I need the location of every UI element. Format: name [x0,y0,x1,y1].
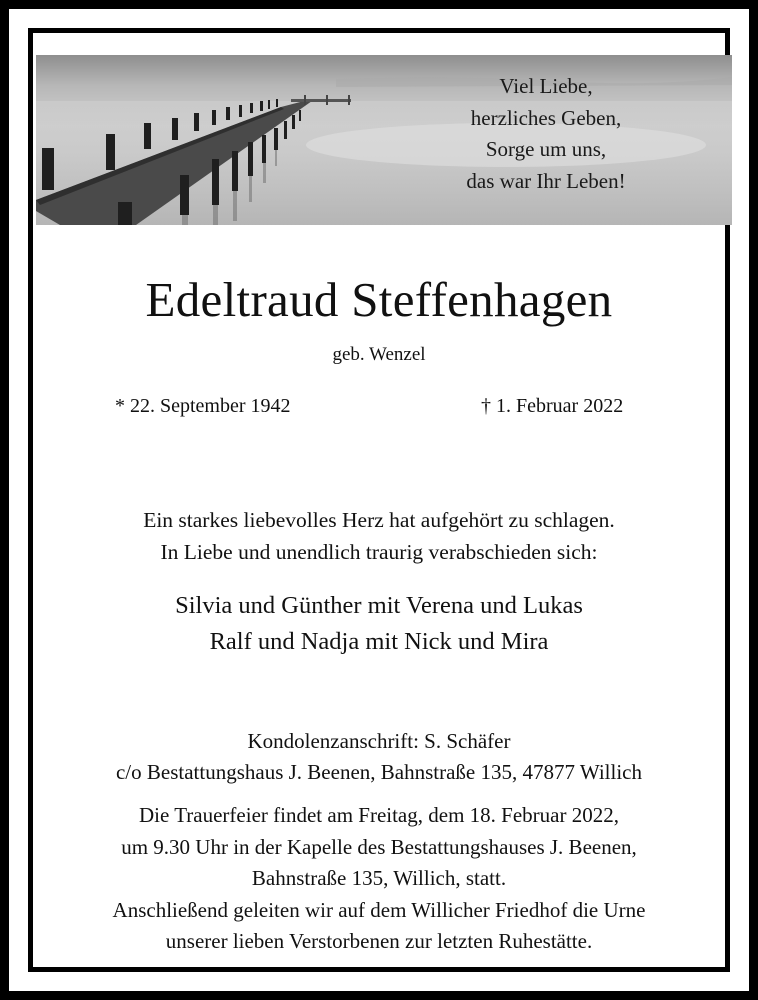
mourner-line: Silvia und Günther mit Verena und Lukas [175,592,583,619]
mourners-list [33,588,725,660]
funeral-service-info [33,800,725,958]
poem [441,71,651,197]
service-line: Die Trauerfeier findet am Freitag, dem 18. Februar 2022, [139,803,619,827]
pier-lake-photo [36,55,732,225]
poem-line: Sorge um uns, [485,137,607,161]
service-line: um 9.30 Uhr in der Kapelle des Bestattungshauses J. Beenen, [121,834,637,859]
poem-line: herzliches Geben, [470,105,622,130]
outer-frame [9,9,749,991]
poem-line: das war Ihr Leben! [466,168,626,193]
death-date: † 1. Februar 2022 [481,395,624,417]
birth-date: * 22. September 1942 [115,395,291,417]
service-line: unserer lieben Verstorbenen zur letzten Ruhestätte. [165,929,593,953]
mourner-line: Ralf und Nadja mit Nick und Mira [209,628,549,655]
condolence-address [33,726,725,788]
condolence-line: Kondolenzanschrift: S. Schäfer [247,729,511,753]
service-line: Bahnstraße 135, Willich, statt. [251,866,507,890]
intro-line: In Liebe und unendlich traurig verabschieden sich: [160,540,598,564]
deceased-name: Edeltraud Steffenhagen [145,272,613,327]
intro-text [33,504,725,568]
poem-line: Viel Liebe, [499,74,593,98]
service-line: Anschließend geleiten wir auf dem Willicher Friedhof die Urne [112,897,646,922]
intro-line: Ein starkes liebevolles Herz hat aufgehört zu schlagen. [143,508,615,532]
inner-frame [28,28,730,972]
obituary-card [33,33,725,967]
maiden-name: geb. Wenzel [332,344,426,365]
condolence-line: c/o Bestattungshaus J. Beenen, Bahnstraße 135, 47877 Willich [115,760,642,784]
